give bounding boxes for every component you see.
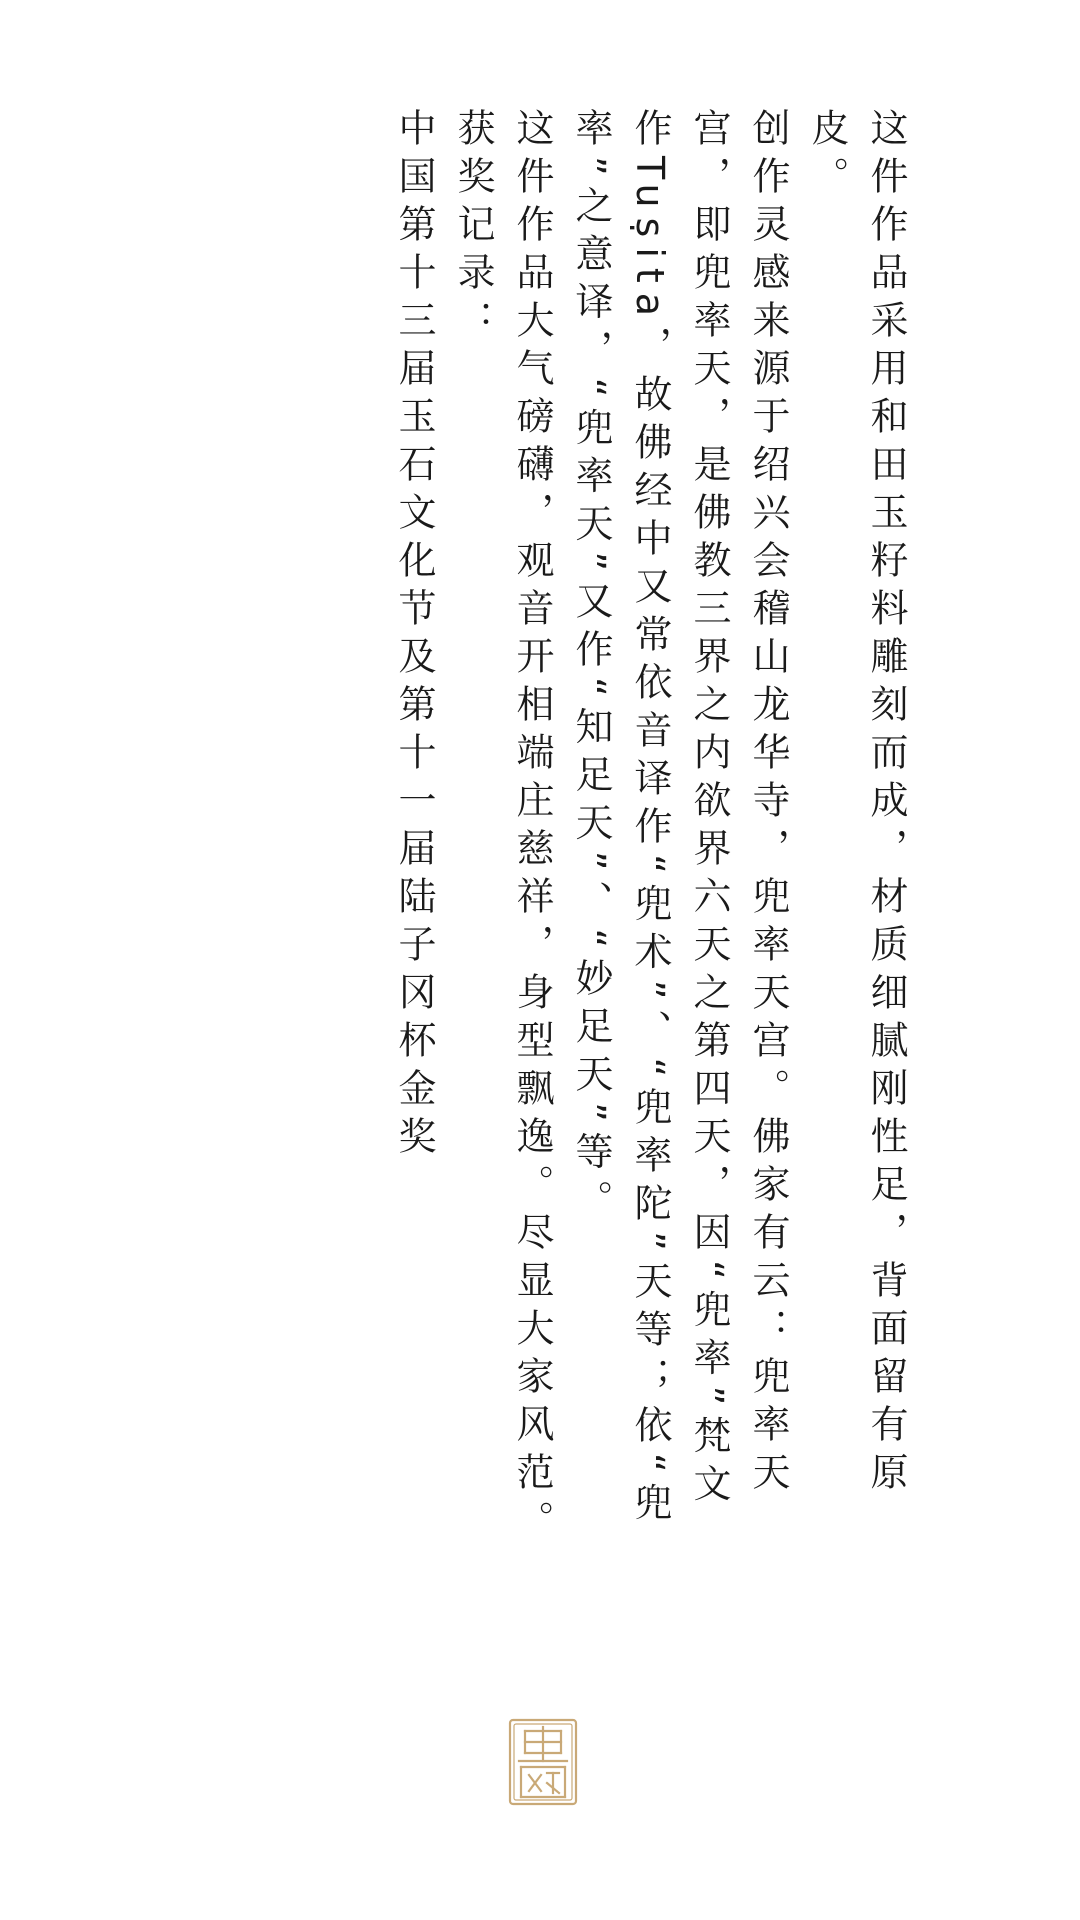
award-heading: 获奖记录： (451, 108, 495, 348)
paragraph-inspiration: 创作灵感来源于绍兴会稽山龙华寺，兜率天宫。佛家有云：兜率天宫，即兜率天，是佛教三界之内欲界六天之第四天，因“兜率”梵文作Tuṣita，故佛经中又常依音译作“兜术”、“兜率陀”天等；依“兜率”之意译，“兜率天”又作“知足天”、“妙足天”等。 (569, 108, 790, 1531)
award-record: 中国第十三届玉石文化节及第十一届陆子冈杯金奖 (392, 108, 436, 1164)
paragraph-material: 这件作品采用和田玉籽料雕刻而成，材质细腻刚性足，背面留有原皮。 (805, 108, 908, 1500)
vertical-text-body (384, 108, 915, 1548)
seal-stamp-icon (507, 1717, 579, 1807)
paragraph-style: 这件作品大气磅礴，观音开相端庄慈祥，身型飘逸。尽显大家风范。 (510, 108, 554, 1548)
